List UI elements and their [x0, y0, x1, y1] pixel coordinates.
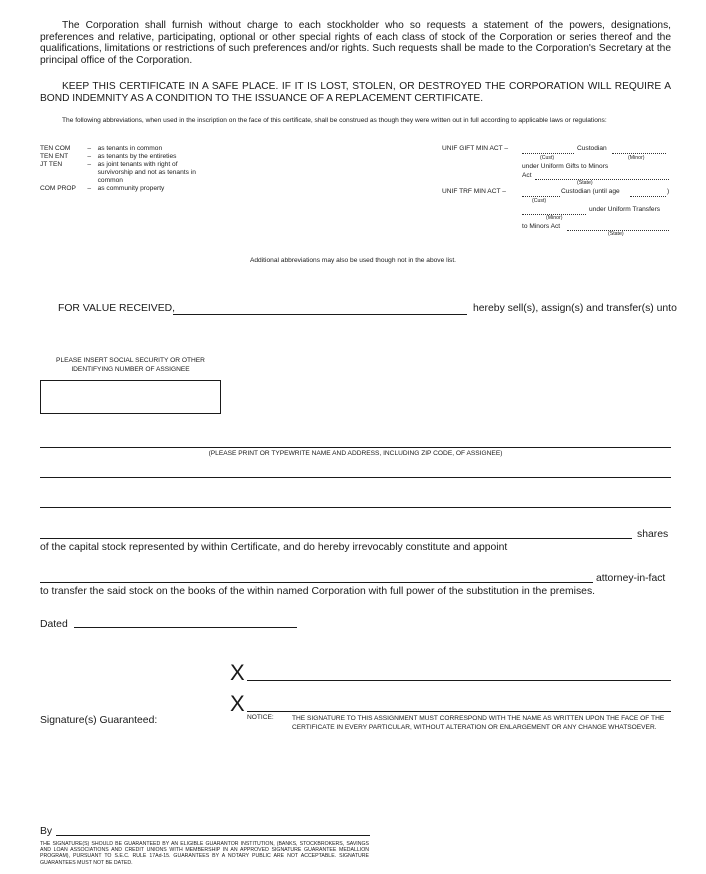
trf-minor-caption: (Minor): [546, 215, 563, 221]
assignee-print-caption: (PLEASE PRINT OR TYPEWRITE NAME AND ADDRESS, INCLUDING ZIP CODE, OF ASSIGNEE): [208, 450, 503, 457]
abbreviation-dash: –: [87, 185, 92, 192]
abbreviation-row: [40, 145, 215, 153]
ssn-label-line-2: IDENTIFYING NUMBER OF ASSIGNEE: [71, 366, 190, 373]
transfer-premises-text: to transfer the said stock on the books of the within named Corporation with full power of the substitution in the premises.: [40, 586, 596, 597]
abbreviation-dash: –: [87, 145, 92, 152]
guarantee-fine-print: THE SIGNATURE(S) SHOULD BE GUARANTEED BY AN ELIGIBLE GUARANTOR INSTITUTION, (BANKS, STOCKBROKERS, SAVINGS AND LOAN ASSOCIATIONS AND CREDIT UNIONS WITH MEMBERSHIP IN AN APPROVED SIGNATURE GUARANTEE MEDALLION PROGRAM), PURSUANT TO S.E.C. RULE 17Ad-15. GUARANTEES BY A NOTARY PUBLIC ARE NOT ACCEPTABLE. SIGNATURE GUARANTEES MUST NOT BE DATED.: [40, 841, 369, 866]
signature-line-2[interactable]: [247, 711, 671, 712]
abbreviation-code: JT TEN: [40, 161, 63, 168]
trf-custodian-label: Custodian (until age: [561, 188, 620, 195]
by-label: By: [40, 826, 53, 837]
trf-close-paren: ): [667, 188, 670, 195]
gift-under-label: under Uniform Gifts to Minors: [522, 163, 609, 170]
abbreviation-dash: –: [87, 153, 92, 160]
trf-to-minors-label: to Minors Act: [522, 223, 561, 230]
abbreviation-meaning: as tenants in common: [97, 145, 163, 152]
ssn-input-box[interactable]: [40, 380, 221, 414]
for-value-received-label: FOR VALUE RECEIVED,: [58, 303, 176, 314]
signature-x-mark-1: X: [230, 660, 245, 685]
abbreviation-meaning: as joint tenants with right of survivorship and not as tenants in common: [97, 161, 196, 184]
capital-stock-text: of the capital stock represented by within Certificate, and do hereby irrevocably constitute and appoint: [40, 542, 508, 553]
ssn-label-line-1: PLEASE INSERT SOCIAL SECURITY OR OTHER: [56, 357, 205, 364]
gift-minor-caption: (Minor): [628, 155, 645, 161]
notice-label: NOTICE:: [247, 714, 274, 721]
abbreviation-row: [40, 185, 215, 193]
assignor-name-line[interactable]: [173, 314, 467, 315]
trf-act-label: UNIF TRF MIN ACT –: [442, 188, 506, 195]
assignee-name-line[interactable]: [40, 447, 671, 448]
abbreviation-row: [40, 153, 215, 161]
assignee-address-line-1[interactable]: [40, 477, 671, 478]
trf-cust-caption: (Cust): [532, 198, 547, 204]
gift-act-label: UNIF GIFT MIN ACT –: [442, 145, 509, 152]
gift-cust-caption: (Cust): [540, 155, 555, 161]
abbreviation-code: TEN ENT: [40, 153, 69, 160]
safe-place-warning: KEEP THIS CERTIFICATE IN A SAFE PLACE. IF IT IS LOST, STOLEN, OR DESTROYED THE CORPORATION WILL REQUIRE A BOND INDEMNITY AS A CONDITION TO THE ISSUANCE OF A REPLACEMENT CERTIFICATE.: [40, 81, 671, 104]
abbreviation-row: [40, 161, 215, 185]
dated-label: Dated: [40, 619, 68, 630]
shares-label: shares: [637, 529, 669, 540]
trf-state-caption: (State): [608, 231, 624, 237]
shares-count-line[interactable]: [40, 538, 632, 539]
notice-text: THE SIGNATURE TO THIS ASSIGNMENT MUST CORRESPOND WITH THE NAME AS WRITTEN UPON THE FACE OF THE CERTIFICATE IN EVERY PARTICULAR, WITHOUT ALTERATION OR ENLARGEMENT OR ANY CHANGE WHATSOEVER.: [292, 715, 665, 732]
signature-guaranteed-label: Signature(s) Guaranteed:: [40, 715, 158, 726]
abbreviation-code: COM PROP: [40, 185, 76, 192]
trf-under-label: under Uniform Transfers: [589, 206, 661, 213]
powers-statement-paragraph: The Corporation shall furnish without charge to each stockholder who so requests a statement of the powers, designations, preferences and relative, participating, optional or other special rights of each class of stock of the Corporation or series thereof and the qualifications, limitations or restrictions of such preferences and/or rights. Such requests shall be made to the Corporation's Secretary at the principal office of the Corporation.: [40, 20, 671, 66]
signature-x-mark-2: X: [230, 691, 245, 716]
hereby-transfer-label: hereby sell(s), assign(s) and transfer(s) unto: [473, 303, 677, 314]
abbreviations-table: [40, 145, 215, 193]
guarantor-signature-line[interactable]: [56, 835, 370, 836]
abbreviation-code: TEN COM: [40, 145, 71, 152]
signature-line-1[interactable]: [247, 680, 671, 681]
gift-custodian-label: Custodian: [577, 145, 607, 152]
abbreviation-dash: –: [87, 161, 92, 168]
additional-abbreviations-note: Additional abbreviations may also be used though not in the above list.: [249, 257, 456, 264]
assignee-address-line-2[interactable]: [40, 507, 671, 508]
attorney-in-fact-label: attorney-in-fact: [596, 573, 666, 584]
abbreviation-meaning: as community property: [97, 185, 165, 192]
gift-act-word: Act: [522, 172, 532, 179]
abbreviations-note: The following abbreviations, when used in the inscription on the face of this certificate, shall be construed as though they were written out in full according to applicable laws or regulations:: [62, 117, 607, 124]
gift-state-caption: (State): [577, 180, 593, 186]
date-line[interactable]: [74, 627, 297, 628]
abbreviation-meaning: as tenants by the entireties: [97, 153, 177, 160]
attorney-name-line[interactable]: [40, 582, 593, 583]
